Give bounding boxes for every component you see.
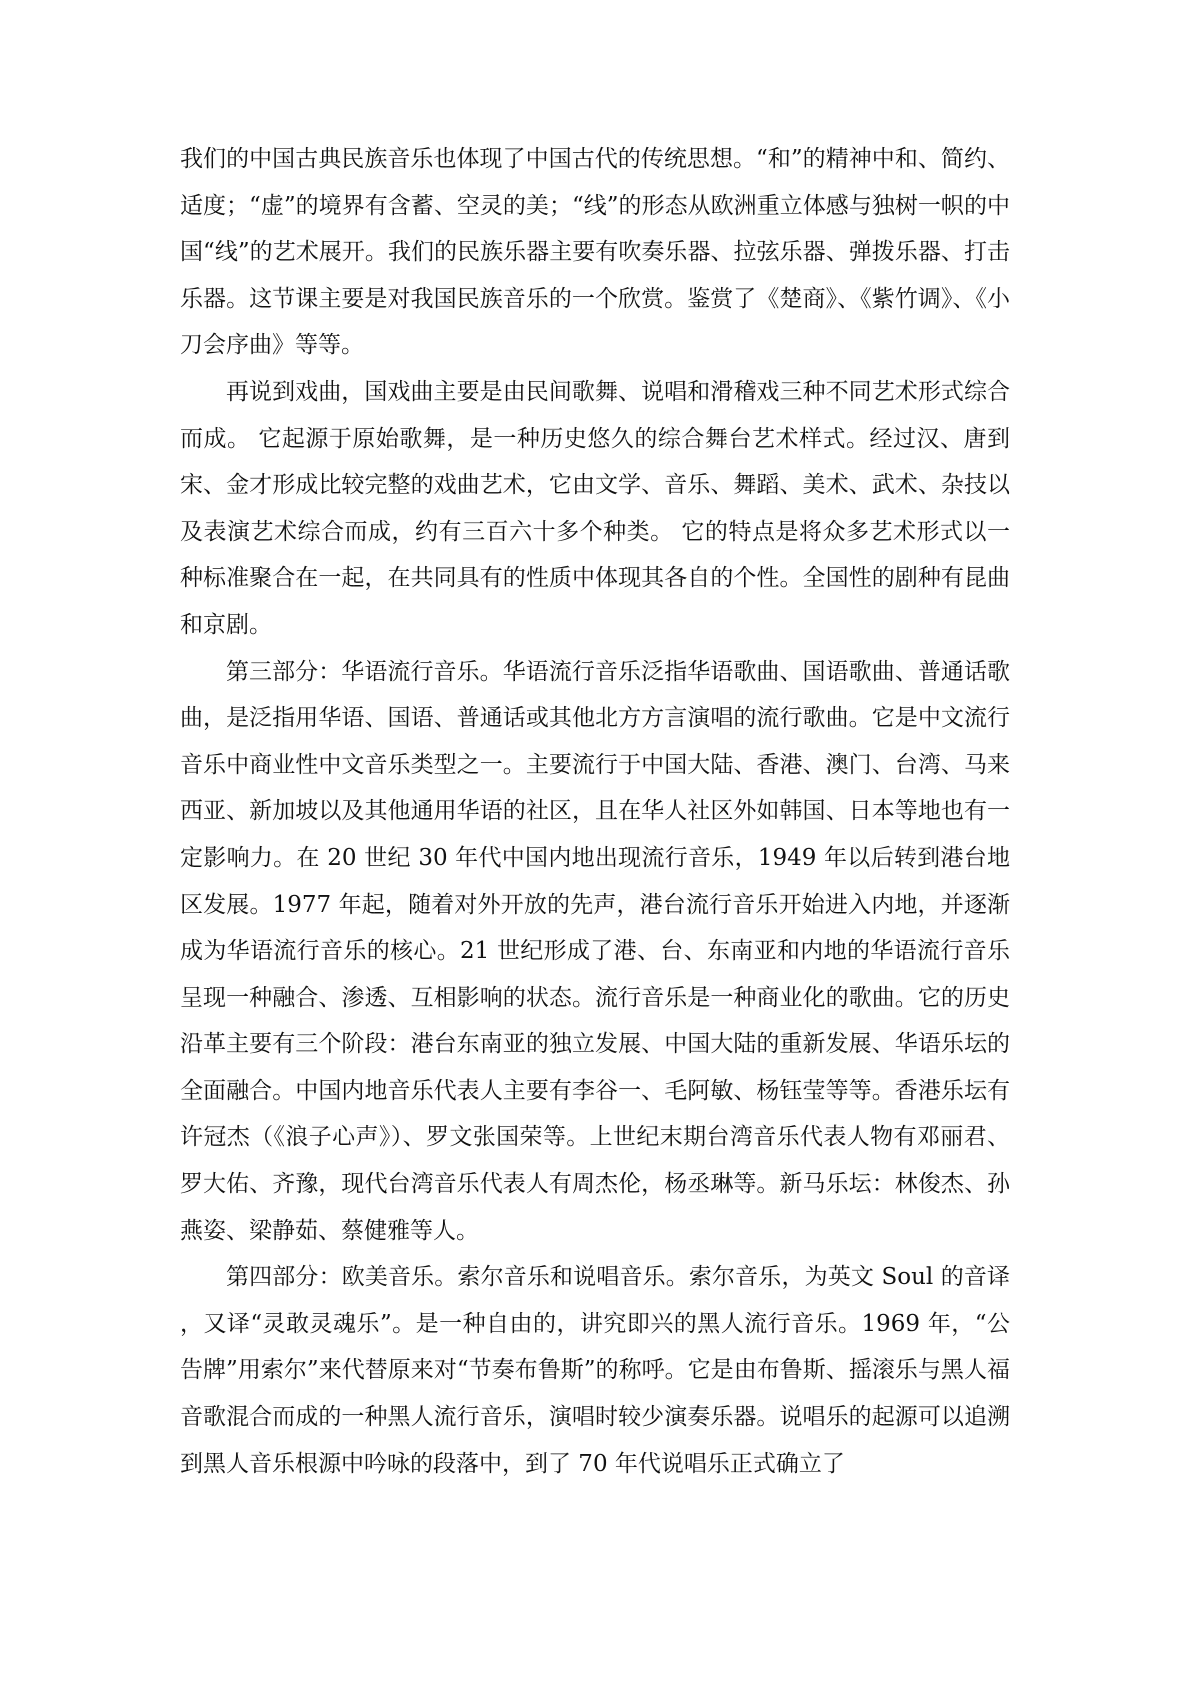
paragraph-classical-music: 我们的中国古典民族音乐也体现了中国古代的传统思想。“和”的精神中和、简约、适度；“虚”的境界有含蓄、空灵的美；“线”的形态从欧洲重立体感与独树一帜的中国“线”的艺术展开。我们的民族乐器主要有吹奏乐器、拉弦乐器、弹拨乐器、打击乐器。这节课主要是对我国民族音乐的一个欣赏。鉴赏了《楚商》、《紫竹调》、《小刀会序曲》等等。 xyxy=(180,146,1010,359)
paragraph-western-music: 第四部分：欧美音乐。索尔音乐和说唱音乐。索尔音乐，为英文 Soul 的音译，又译“灵敢灵魂乐”。是一种自由的，讲究即兴的黑人流行音乐。1969 年，“公告牌”用索尔”来代替原来对“节奏布鲁斯”的称呼。它是由布鲁斯、摇滚乐与黑人福音歌混合而成的一种黑人流行音乐，演唱时较少演奏乐器。说唱乐的起源可以追溯到黑人音乐根源中吟咏的段落中，到了 70 年代说唱乐正式确立了 xyxy=(180,1264,1010,1477)
body-text xyxy=(180,136,1010,1487)
paragraph-chinese-pop: 第三部分：华语流行音乐。华语流行音乐泛指华语歌曲、国语歌曲、普通话歌曲，是泛指用华语、国语、普通话或其他北方方言演唱的流行歌曲。它是中文流行音乐中商业性中文音乐类型之一。主要流行于中国大陆、香港、澳门、台湾、马来西亚、新加坡以及其他通用华语的社区，且在华人社区外如韩国、日本等地也有一定影响力。在 20 世纪 30 年代中国内地出现流行音乐，1949 年以后转到港台地区发展。1977 年起，随着对外开放的先声，港台流行音乐开始进入内地，并逐渐成为华语流行音乐的核心。21 世纪形成了港、台、东南亚和内地的华语流行音乐呈现一种融合、渗透、互相影响的状态。流行音乐是一种商业化的歌曲。它的历史沿革主要有三个阶段：港台东南亚的独立发展、中国大陆的重新发展、华语乐坛的全面融合。中国内地音乐代表人主要有李谷一、毛阿敏、杨钰莹等等。香港乐坛有许冠杰（《浪子心声》）、罗文张国荣等。上世纪末期台湾音乐代表人物有邓丽君、罗大佑、齐豫，现代台湾音乐代表人有周杰伦，杨丞琳等。新马乐坛：林俊杰、孙燕姿、梁静茹、蔡健雅等人。 xyxy=(180,658,1010,1244)
paragraph-opera: 再说到戏曲，国戏曲主要是由民间歌舞、说唱和滑稽戏三种不同艺术形式综合而成。 它起源于原始歌舞，是一种历史悠久的综合舞台艺术样式。经过汉、唐到宋、金才形成比较完整的戏曲艺术，它由文学、音乐、舞蹈、美术、武术、杂技以及表演艺术综合而成，约有三百六十多个种类。 它的特点是将众多艺术形式以一种标准聚合在一起，在共同具有的性质中体现其各自的个性。全国性的剧种有昆曲和京剧。 xyxy=(180,378,1010,638)
